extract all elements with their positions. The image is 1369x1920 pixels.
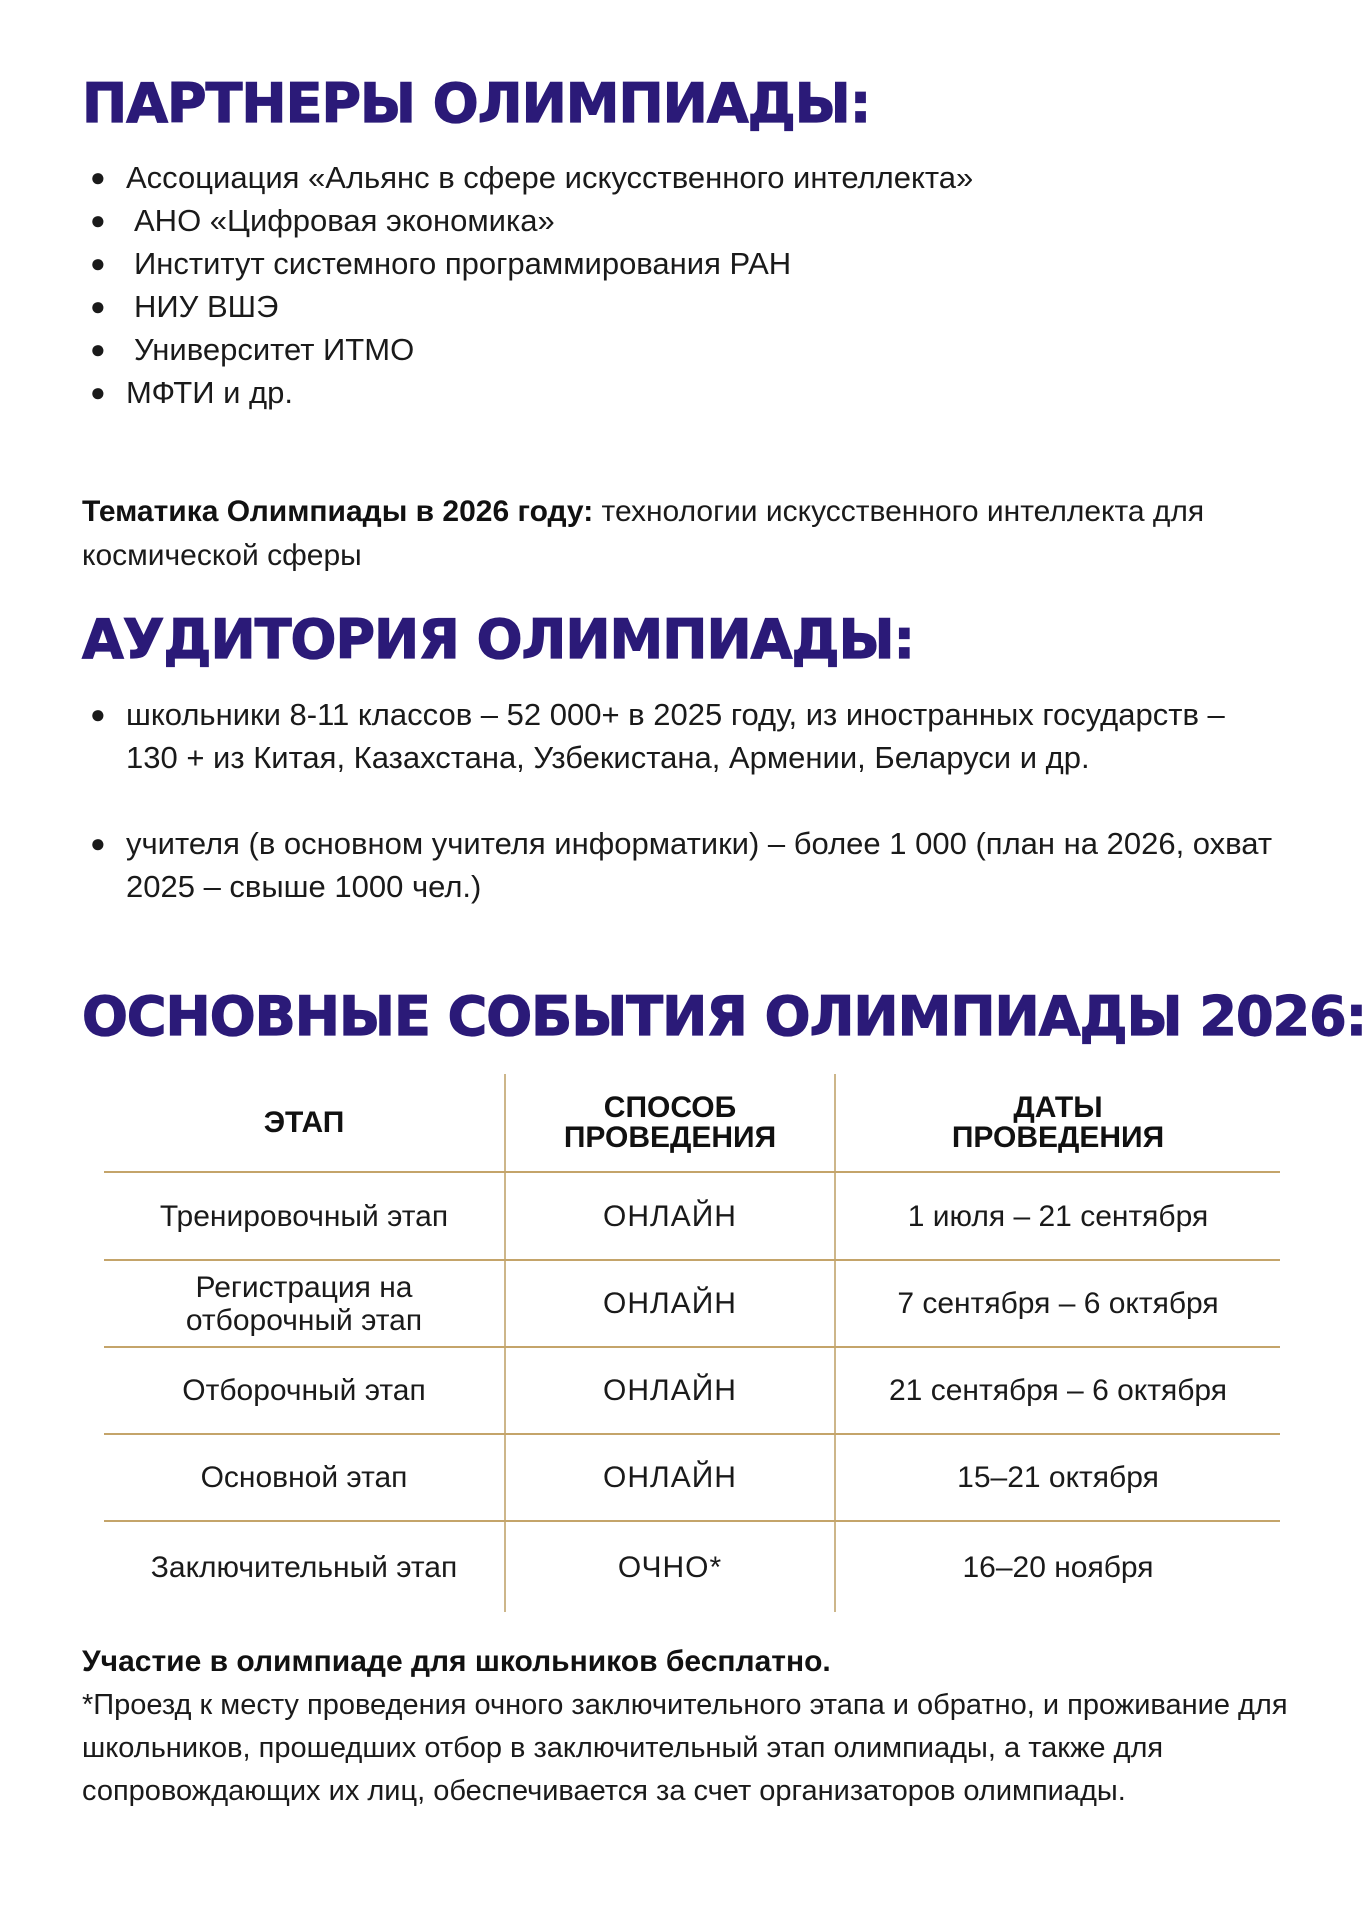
footnote: *Проезд к месту проведения очного заключительного этапа и обратно, и проживание для школьников, прошедших отбор в заключительный этап олимпиады, а также для сопровождающих их лиц, обеспечивается за счет организаторов олимпиады. bbox=[82, 1689, 1288, 1807]
stage-cell: Основной этап bbox=[200, 1461, 408, 1494]
partners-heading: ПАРТНЕРЫ ОЛИМПИАДЫ: bbox=[82, 72, 871, 135]
list-item: ● Университет ИТМО bbox=[82, 328, 1262, 371]
theme-label: Тематика Олимпиады в 2026 году: bbox=[82, 495, 594, 528]
column-header-dates: ДАТЫ ПРОВЕДЕНИЯ bbox=[951, 1090, 1165, 1154]
format-cell: ОЧНО* bbox=[617, 1550, 723, 1584]
table-header-row bbox=[104, 1074, 1280, 1171]
dates-cell: 15–21 октября bbox=[957, 1461, 1159, 1494]
bullet-icon: ● bbox=[90, 205, 106, 235]
bullet-icon: ● bbox=[90, 248, 106, 278]
list-item: ● Ассоциация «Альянс в сфере искусственного интеллекта» bbox=[82, 156, 1262, 199]
list-item: ● школьники 8-11 классов – 52 000+ в 2025 году, из иностранных государств – 130 + из Китая, Казахстана, Узбекистана, Армении, Беларуси и др. bbox=[82, 693, 1282, 779]
table-row bbox=[104, 1261, 1280, 1346]
list-item: ● АНО «Цифровая экономика» bbox=[82, 199, 1262, 242]
events-table bbox=[104, 1074, 1280, 1612]
list-item: ● НИУ ВШЭ bbox=[82, 285, 1262, 328]
list-item: ● учителя (в основном учителя информатики) – более 1 000 (план на 2026, охват 2025 – свыше 1000 чел.) bbox=[82, 822, 1282, 908]
bullet-icon: ● bbox=[90, 828, 106, 858]
free-participation-note: Участие в олимпиаде для школьников бесплатно. bbox=[82, 1645, 831, 1678]
bullet-icon: ● bbox=[90, 699, 106, 729]
stage-cell: Регистрация на отборочный этап bbox=[185, 1270, 423, 1337]
bullet-icon: ● bbox=[90, 334, 106, 364]
list-item: ● МФТИ и др. bbox=[82, 371, 1262, 414]
events-heading: ОСНОВНЫЕ СОБЫТИЯ ОЛИМПИАДЫ 2026: bbox=[82, 985, 1367, 1048]
column-header-stage: ЭТАП bbox=[263, 1105, 345, 1139]
list-item: ● Институт системного программирования РАН bbox=[82, 242, 1262, 285]
theme-paragraph bbox=[82, 490, 1282, 578]
format-cell: ОНЛАЙН bbox=[603, 1374, 737, 1407]
bullet-icon: ● bbox=[90, 162, 106, 192]
theme-text: технологии искусственного интеллекта для космической сферы bbox=[82, 495, 1205, 572]
format-cell: ОНЛАЙН bbox=[603, 1199, 737, 1233]
table-row bbox=[104, 1348, 1280, 1433]
audience-heading: АУДИТОРИЯ ОЛИМПИАДЫ: bbox=[82, 608, 915, 671]
dates-cell: 1 июля – 21 сентября bbox=[907, 1199, 1209, 1233]
column-header-format: СПОСОБ ПРОВЕДЕНИЯ bbox=[563, 1090, 777, 1154]
bullet-icon: ● bbox=[90, 377, 106, 407]
stage-cell: Заключительный этап bbox=[150, 1550, 458, 1584]
stage-cell: Отборочный этап bbox=[182, 1374, 426, 1407]
table-row bbox=[104, 1522, 1280, 1612]
partners-list bbox=[82, 156, 1262, 414]
dates-cell: 16–20 ноября bbox=[962, 1550, 1154, 1584]
stage-cell: Тренировочный этап bbox=[159, 1199, 449, 1233]
format-cell: ОНЛАЙН bbox=[603, 1287, 737, 1320]
audience-list bbox=[82, 693, 1282, 908]
table-row bbox=[104, 1435, 1280, 1520]
format-cell: ОНЛАЙН bbox=[603, 1461, 737, 1494]
bullet-icon: ● bbox=[90, 291, 106, 321]
dates-cell: 7 сентября – 6 октября bbox=[897, 1287, 1219, 1320]
dates-cell: 21 сентября – 6 октября bbox=[889, 1374, 1227, 1407]
table-row bbox=[104, 1173, 1280, 1259]
